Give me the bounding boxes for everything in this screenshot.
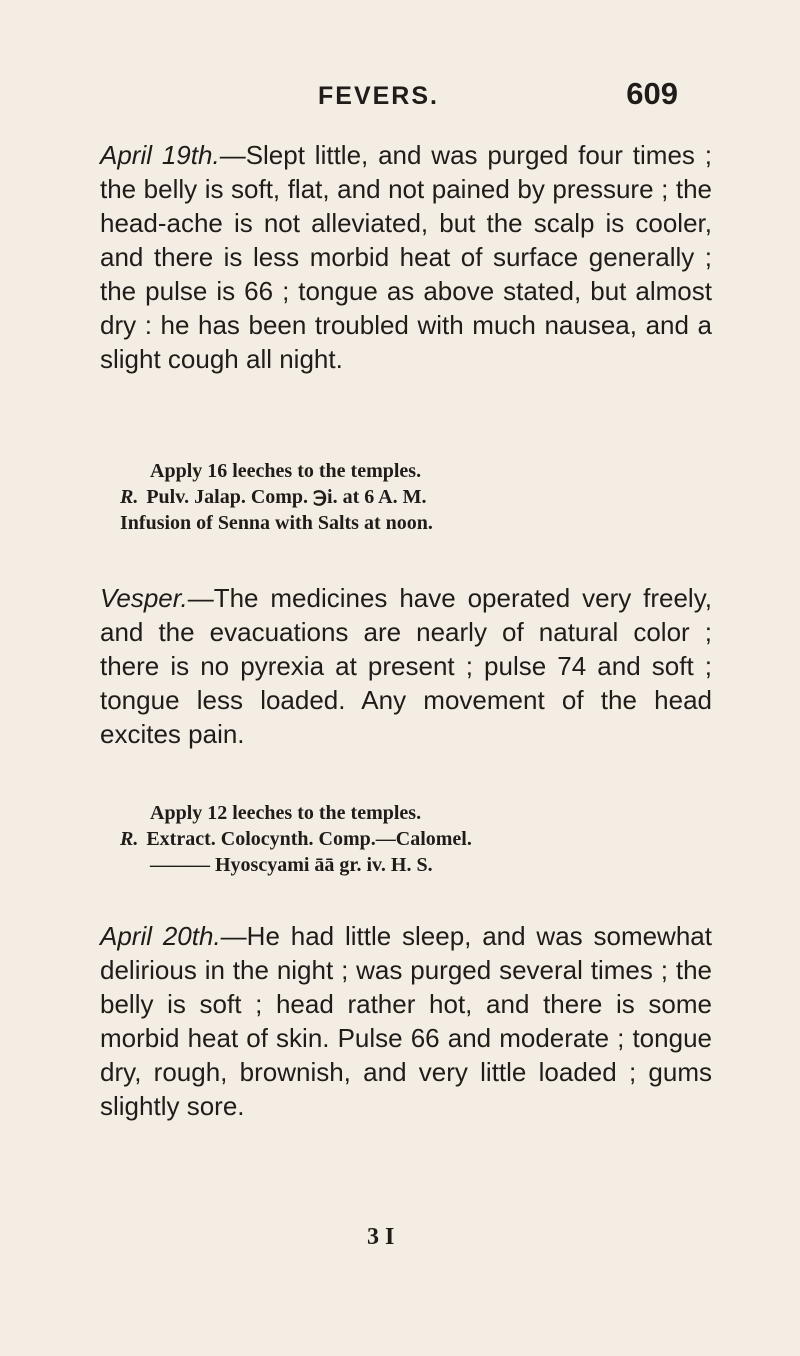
- paragraph-vesper: [100, 581, 712, 751]
- entry-date: April 19th.: [100, 140, 220, 170]
- prescription-line-rx: [120, 826, 680, 852]
- prescription-line: Pulv. Jalap. Comp. ℈i. at 6 A. M.: [146, 486, 427, 508]
- prescription-line: ——— Hyoscyami āā gr. iv. H. S.: [150, 854, 433, 876]
- rx-symbol: R.: [120, 486, 139, 508]
- prescription-block-1: [120, 458, 680, 536]
- paragraph-april-19: [100, 138, 712, 376]
- entry-date: Vesper.: [100, 583, 188, 613]
- prescription-line: Extract. Colocynth. Comp.—Calomel.: [146, 828, 472, 850]
- entry-text: —The medicines have operated very freely, and the evacuations are nearly of natural color ; there is no pyrexia at present ; pulse 74 and soft ; tongue less loaded. Any movement of the head excites pain.: [100, 583, 712, 749]
- paragraph-april-20: [100, 919, 712, 1123]
- page-title: FEVERS.: [318, 82, 439, 110]
- entry-date: April 20th.: [100, 921, 221, 951]
- signature-mark: 3 I: [367, 1224, 395, 1250]
- entry-text: —Slept little, and was purged four times ; the belly is soft, flat, and not pained by pressure ; the head-ache is not alleviated, but the scalp is cooler, and there is less morbid heat of surface generally ; the pulse is 66 ; tongue as above stated, but almost dry : he has been troubled with much nausea, and a slight cough all night.: [100, 140, 712, 374]
- prescription-line: Apply 12 leeches to the temples.: [150, 802, 422, 824]
- entry-text: —He had little sleep, and was somewhat delirious in the night ; was purged several times ; the belly is soft ; head rather hot, and there is some morbid heat of skin. Pulse 66 and moderate ; tongue dry, rough, brownish, and very little loaded ; gums slightly sore.: [100, 921, 712, 1121]
- prescription-line: Infusion of Senna with Salts at noon.: [120, 512, 433, 534]
- prescription-line: Apply 16 leeches to the temples.: [150, 460, 422, 482]
- prescription-block-2: [120, 800, 680, 878]
- rx-symbol: R.: [120, 828, 139, 850]
- prescription-line-rx: [120, 484, 680, 510]
- page-number: 609: [626, 76, 678, 111]
- running-head: [318, 76, 678, 116]
